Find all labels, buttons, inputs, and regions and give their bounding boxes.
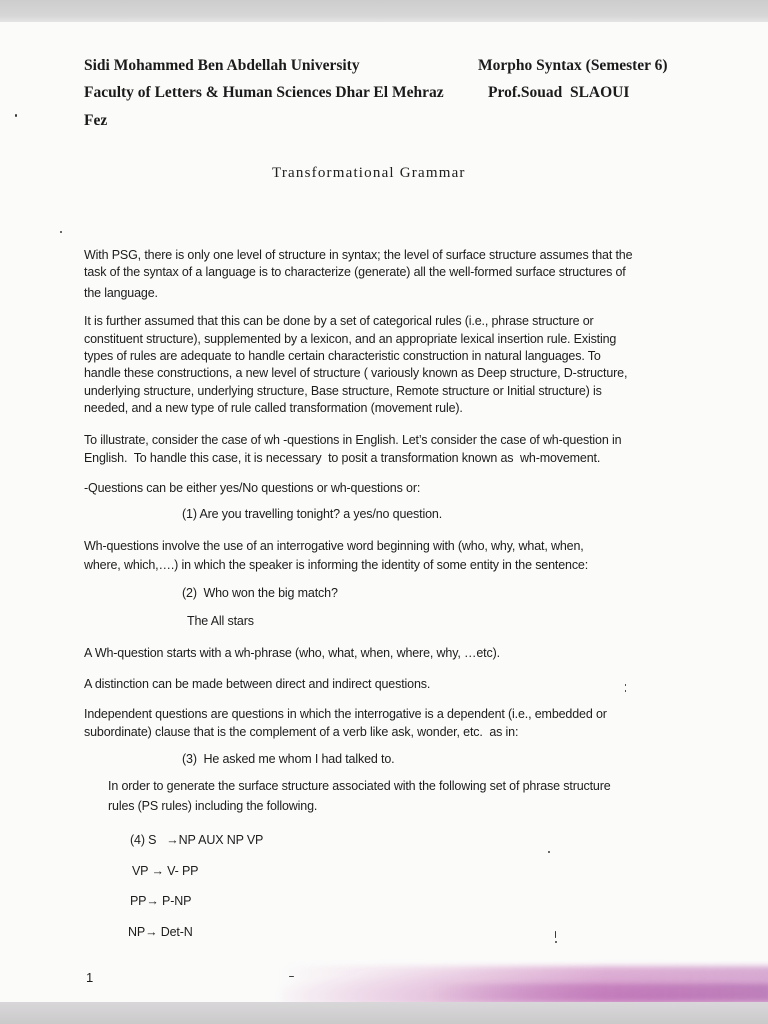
paragraph-line: Independent questions are questions in which the interrogative is a dependent (i.e., embedded or	[84, 707, 607, 721]
professor-name: Prof.Souad SLAOUI	[488, 84, 630, 101]
paragraph-question-types: -Questions can be either yes/No questions or wh-questions or:	[84, 481, 421, 495]
ps-rule: NP→ Det-N	[128, 925, 193, 939]
university-name: Sidi Mohammed Ben Abdellah University	[84, 57, 360, 74]
paragraph-line: rules (PS rules) including the following.	[108, 799, 318, 813]
paragraph-line: To illustrate, consider the case of wh -questions in English. Let’s consider the case of wh-question in	[84, 433, 622, 447]
paragraph-line: With PSG, there is only one level of structure in syntax; the level of surface structure assumes that the	[84, 248, 633, 262]
ps-rule: VP → V- PP	[132, 864, 199, 878]
scan-speck	[60, 231, 62, 233]
faculty-name: Faculty of Letters & Human Sciences Dhar El Mehraz	[84, 84, 444, 101]
scan-color-streak	[430, 984, 768, 1000]
ps-rule: PP→ P-NP	[130, 894, 192, 908]
course-name: Morpho Syntax (Semester 6)	[478, 57, 668, 74]
scan-border-bottom	[0, 1002, 768, 1024]
scan-speck	[625, 684, 626, 686]
paragraph-line: the language.	[84, 286, 158, 300]
page-number: 1	[86, 970, 94, 985]
example-1: (1) Are you travelling tonight? a yes/no question.	[182, 507, 443, 521]
document-title: Transformational Grammar	[272, 165, 466, 181]
ps-rule: (4) S →NP AUX NP VP	[130, 833, 264, 847]
paragraph-direct-indirect: A distinction can be made between direct and indirect questions.	[84, 677, 431, 691]
paragraph-line: where, which,….) in which the speaker is informing the identity of some entity in the sentence:	[84, 558, 589, 572]
paragraph-line: underlying structure, underlying structure, Base structure, Remote structure or Initial structure) is	[84, 384, 602, 398]
paragraph-line: English. To handle this case, it is necessary to posit a transformation known as wh-movement.	[84, 451, 601, 465]
paragraph-line: needed, and a new type of rule called transformation (movement rule).	[84, 401, 463, 415]
example-2: (2) Who won the big match?	[182, 586, 338, 600]
paragraph-line: constituent structure), supplemented by a lexicon, and an appropriate lexical insertion rule. Existing	[84, 332, 617, 346]
paragraph-line: task of the syntax of a language is to characterize (generate) all the well-formed surface structures of	[84, 265, 626, 279]
example-2-answer: The All stars	[187, 614, 254, 628]
paragraph-line: In order to generate the surface structure associated with the following set of phrase structure	[108, 779, 611, 793]
scan-border-top	[0, 0, 768, 22]
scan-speck	[555, 931, 556, 938]
example-3: (3) He asked me whom I had talked to.	[182, 752, 395, 766]
paragraph-line: It is further assumed that this can be done by a set of categorical rules (i.e., phrase structure or	[84, 314, 594, 328]
paragraph-line: handle these constructions, a new level of structure ( variously known as Deep structure, D-structure,	[84, 366, 628, 380]
paragraph-line: Wh-questions involve the use of an interrogative word beginning with (who, why, what, when,	[84, 539, 584, 553]
scan-speck	[15, 114, 17, 117]
paragraph-wh-phrase: A Wh-question starts with a wh-phrase (who, what, when, where, why, …etc).	[84, 646, 500, 660]
paragraph-line: types of rules are adequate to handle certain characteristic construction in natural languages. To	[84, 349, 601, 363]
scan-speck	[625, 690, 626, 692]
scan-speck	[555, 941, 557, 943]
scan-speck	[548, 851, 550, 853]
paragraph-line: subordinate) clause that is the complement of a verb like ask, wonder, etc. as in:	[84, 725, 519, 739]
city-name: Fez	[84, 112, 108, 129]
